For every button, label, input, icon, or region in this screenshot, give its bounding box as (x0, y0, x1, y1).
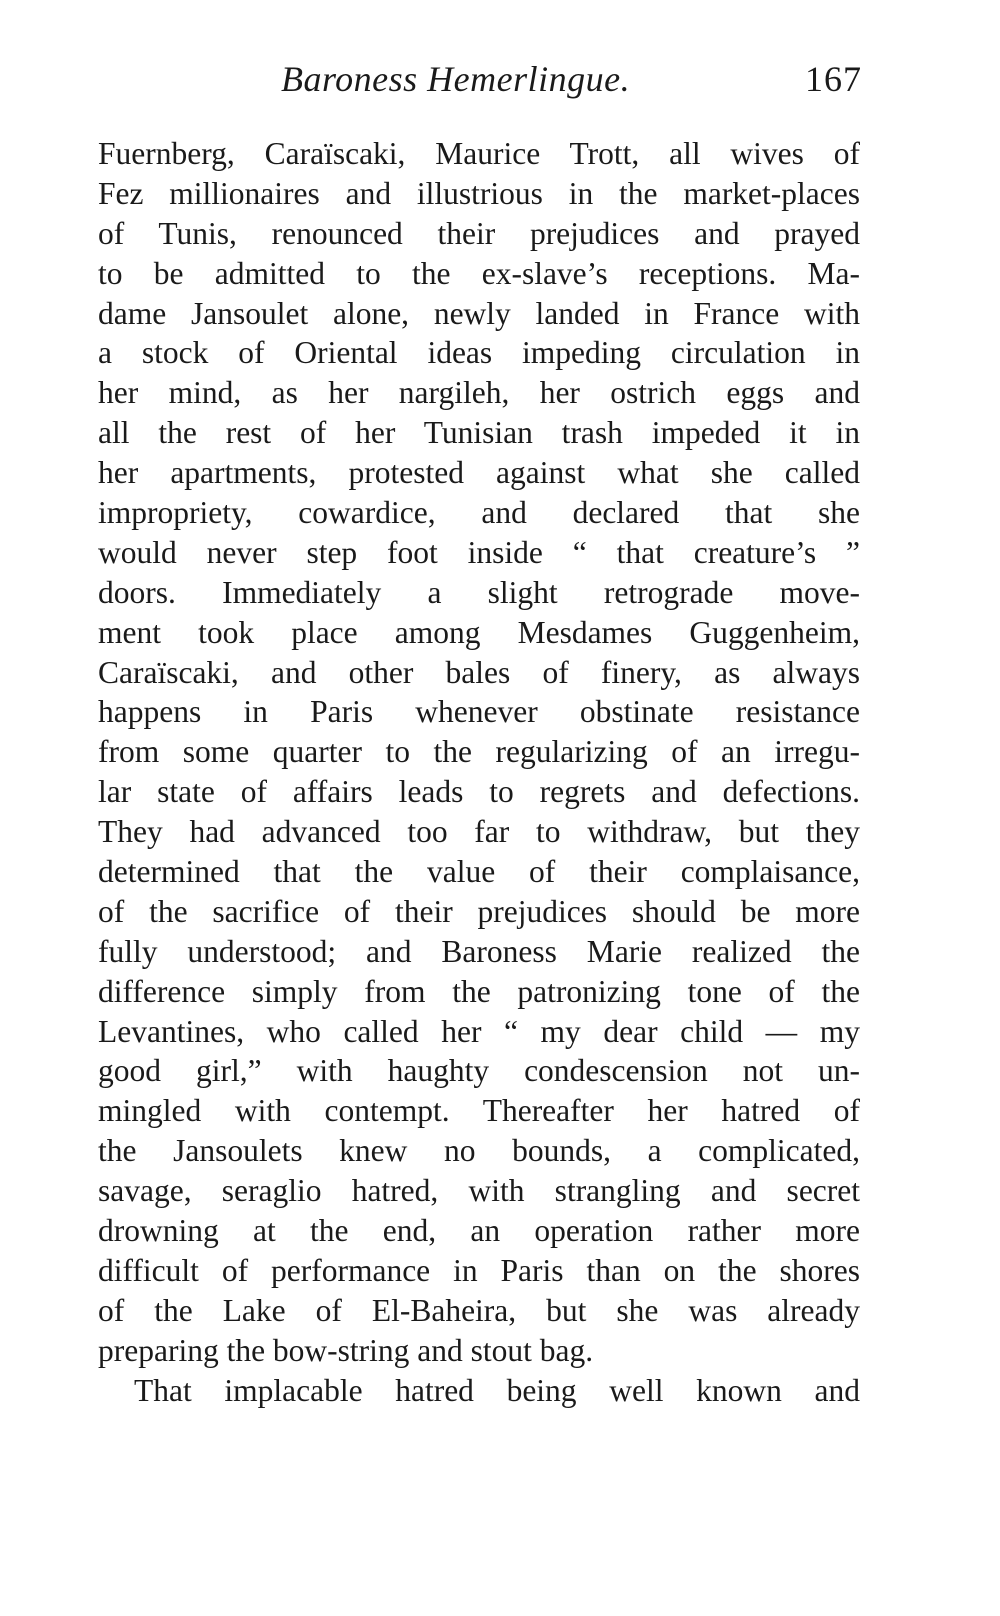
text-line: of Tunis, renounced their prejudices and prayed (98, 215, 860, 251)
text-line: from some quarter to the regularizing of an irregu- (98, 734, 860, 770)
text-line: Caraïscaki, and other bales of finery, as always (98, 654, 860, 690)
text-line: difference simply from the patronizing tone of the (98, 973, 860, 1009)
text-line: Fez millionaires and illustrious in the market-places (98, 175, 860, 211)
paragraph-start-line: That implacable hatred being well known and (134, 1372, 860, 1408)
page-number: 167 (805, 59, 862, 99)
text-line: to be admitted to the ex-slave’s receptions. Ma- (98, 255, 860, 291)
text-line: her mind, as her nargileh, her ostrich eggs and (98, 375, 860, 411)
text-line: savage, seraglio hatred, with strangling and secret (98, 1173, 860, 1209)
text-line: determined that the value of their complaisance, (98, 854, 860, 890)
text-line: They had advanced too far to withdraw, but they (98, 814, 860, 850)
text-line: ment took place among Mesdames Guggenheim, (98, 614, 860, 650)
text-line: Fuernberg, Caraïscaki, Maurice Trott, all wives of (98, 136, 860, 171)
text-line: lar state of affairs leads to regrets and defections. (98, 774, 860, 810)
text-line: fully understood; and Baroness Marie realized the (98, 933, 860, 969)
text-line: difficult of performance in Paris than on the shores (98, 1252, 860, 1288)
text-line: doors. Immediately a slight retrograde move- (98, 574, 860, 610)
text-line: her apartments, protested against what she called (98, 455, 860, 491)
text-line: of the Lake of El-Baheira, but she was already (98, 1292, 860, 1328)
text-line: Levantines, who called her “ my dear child — my (98, 1013, 860, 1049)
paragraph-end-line: preparing the bow-string and stout bag. (98, 1332, 594, 1368)
text-line: mingled with contempt. Thereafter her hatred of (98, 1093, 860, 1129)
text-line: the Jansoulets knew no bounds, a complicated, (98, 1133, 860, 1169)
running-title: Baroness Hemerlingue. (281, 59, 631, 99)
text-line: a stock of Oriental ideas impeding circulation in (98, 335, 860, 371)
body-text (98, 134, 860, 1411)
text-line: would never step foot inside “ that creature’s ” (98, 534, 860, 570)
text-line: impropriety, cowardice, and declared that she (98, 495, 860, 531)
text-line: of the sacrifice of their prejudices should be more (98, 893, 860, 929)
running-head (96, 58, 862, 108)
text-line: drowning at the end, an operation rather more (98, 1213, 860, 1249)
text-line: happens in Paris whenever obstinate resistance (98, 694, 860, 730)
text-line: good girl,” with haughty condescension not un- (98, 1053, 860, 1089)
text-line: dame Jansoulet alone, newly landed in France with (98, 295, 860, 331)
text-line: all the rest of her Tunisian trash impeded it in (98, 415, 860, 451)
